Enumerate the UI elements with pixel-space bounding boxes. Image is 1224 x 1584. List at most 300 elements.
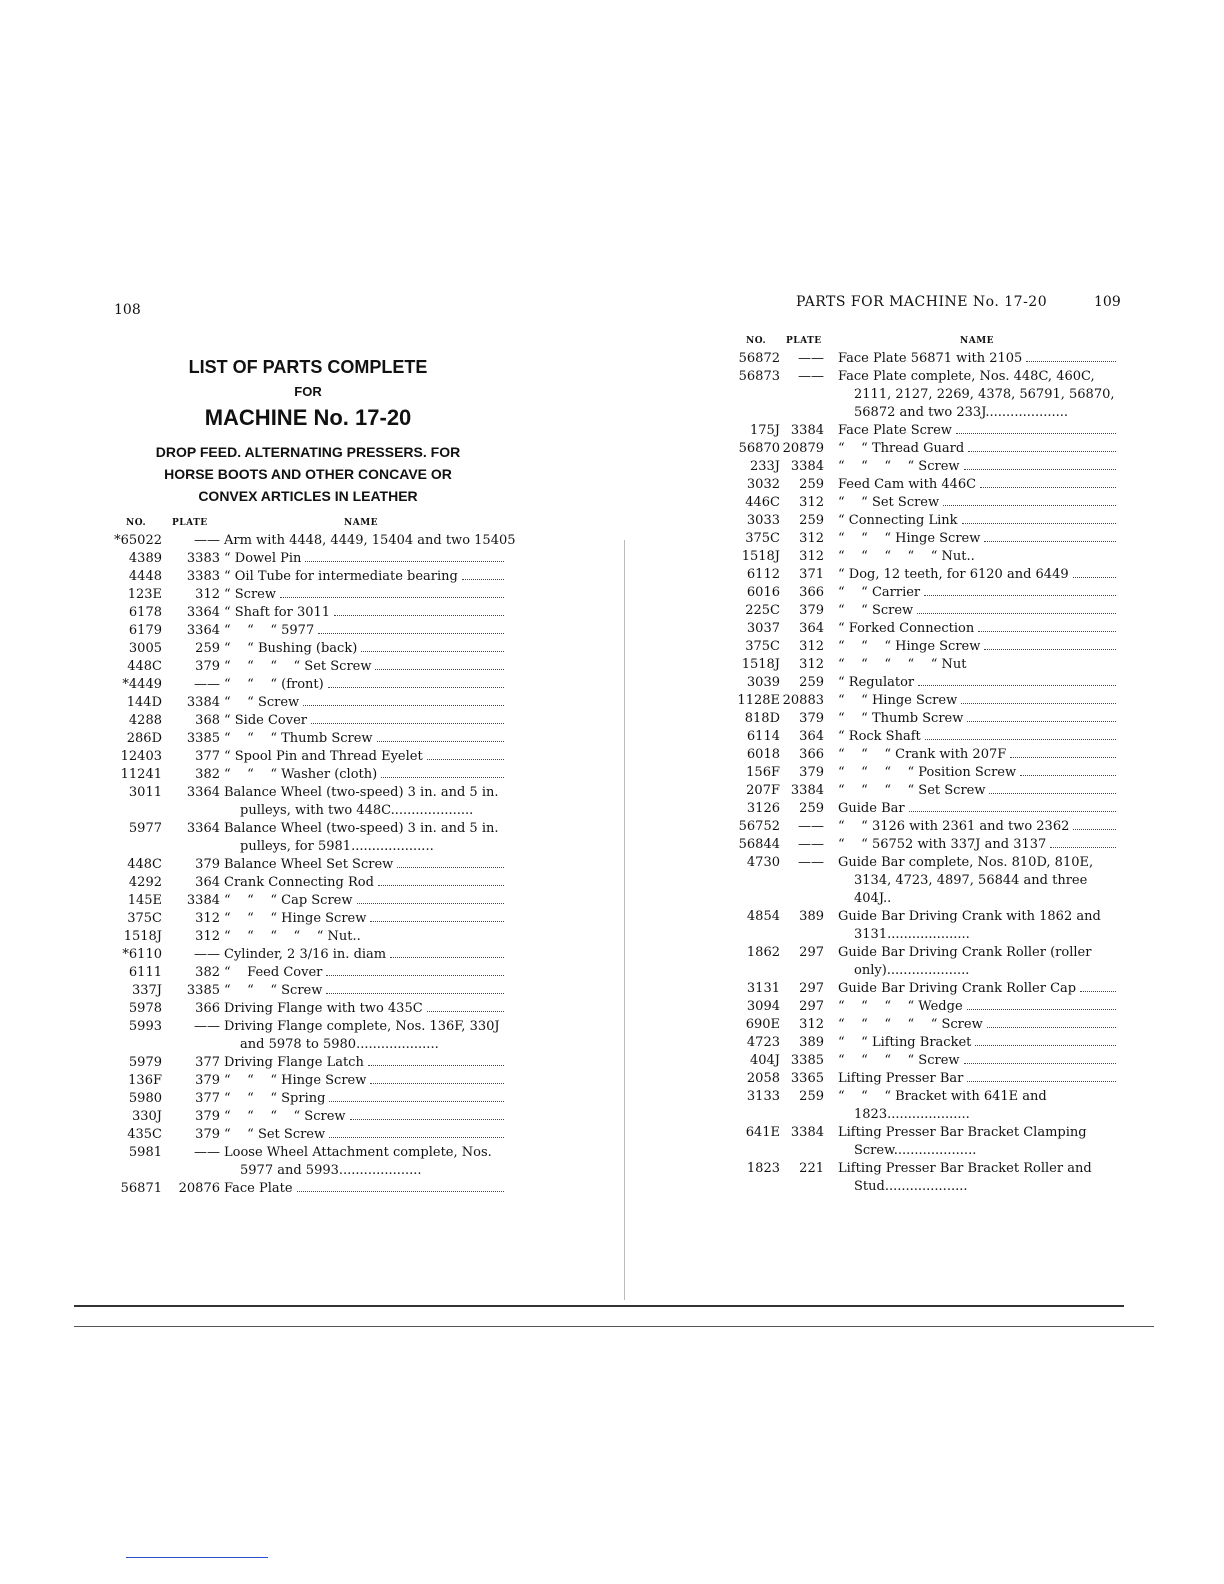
- part-name-continuation: 2111, 2127, 2269, 4378, 56791, 56870, 56872 and two 233J: [854, 387, 1115, 420]
- leader-dots: [964, 469, 1116, 470]
- leader-dots: [311, 723, 504, 724]
- leader-dots: [350, 1119, 504, 1120]
- part-name: [838, 350, 1118, 368]
- part-row: [112, 946, 506, 964]
- right-page-number: 109: [1094, 294, 1121, 310]
- part-number: 6114: [746, 729, 780, 744]
- leader-dots: [968, 451, 1116, 452]
- part-row: [112, 694, 506, 712]
- part-row: [732, 710, 1118, 728]
- leader-dots: [980, 487, 1116, 488]
- leader-dots: [305, 561, 504, 562]
- plate-number: 368: [195, 713, 220, 728]
- leader-dots: [328, 687, 504, 688]
- part-row: [112, 1018, 506, 1054]
- leader-dots: ....................: [356, 1037, 439, 1052]
- leader-dots: [917, 613, 1116, 614]
- part-name-continuation: pulleys, for 5981: [240, 839, 352, 854]
- part-number: 56872: [738, 351, 780, 366]
- plate-number: 379: [799, 765, 824, 780]
- part-number: 3005: [128, 641, 162, 656]
- plate-number: ——: [798, 855, 824, 870]
- part-row: [732, 584, 1118, 602]
- part-name: [838, 908, 1118, 944]
- part-name: [224, 910, 506, 928]
- leader-dots: [334, 615, 504, 616]
- leader-dots: [329, 1101, 504, 1102]
- plate-number: ——: [194, 533, 220, 548]
- plate-number: ——: [194, 1145, 220, 1160]
- plate-number: 366: [799, 585, 824, 600]
- part-number: 123E: [127, 587, 162, 602]
- leader-dots: [462, 579, 504, 580]
- part-name: [224, 820, 506, 856]
- part-row: [112, 550, 506, 568]
- leader-dots: [1020, 775, 1116, 776]
- part-name-text: “ “ Thread Guard: [838, 441, 965, 456]
- part-name: [224, 946, 506, 964]
- plate-number: 3383: [186, 551, 220, 566]
- part-name: [224, 622, 506, 640]
- part-name-text: Cylinder, 2 3/16 in. diam: [224, 947, 387, 962]
- part-name-text: “ “ “ Hinge Screw: [224, 911, 367, 926]
- part-name-text: “ “ “ “ Screw: [838, 1053, 960, 1068]
- plate-number: 3384: [790, 459, 824, 474]
- leader-dots: [918, 685, 1116, 686]
- part-name: [838, 494, 1118, 512]
- part-name-continuation: 1823: [854, 1107, 888, 1122]
- part-name-continuation: pulleys, with two 448C: [240, 803, 391, 818]
- leader-dots: [962, 523, 1116, 524]
- part-name-text: “ “ Bushing (back): [224, 641, 358, 656]
- part-row: [732, 530, 1118, 548]
- plate-number: 3383: [186, 569, 220, 584]
- part-row: [732, 674, 1118, 692]
- part-name-text: Balance Wheel Set Screw: [224, 857, 394, 872]
- part-name: [838, 476, 1118, 494]
- plate-number: ——: [798, 369, 824, 384]
- part-number: 690E: [745, 1017, 780, 1032]
- part-name-continuation: 5977 and 5993: [240, 1163, 339, 1178]
- part-number: 4730: [746, 855, 780, 870]
- part-number: 56752: [738, 819, 780, 834]
- part-row: [732, 440, 1118, 458]
- part-number: 145E: [127, 893, 162, 908]
- part-name-text: “ “ “ “ Screw: [224, 1109, 346, 1124]
- part-row: [732, 1016, 1118, 1034]
- part-name: [838, 638, 1118, 656]
- blue-underline: [126, 1557, 268, 1558]
- plate-number: 389: [799, 1035, 824, 1050]
- part-name: [838, 422, 1118, 440]
- part-name: [224, 532, 516, 550]
- part-name: [838, 1016, 1118, 1034]
- left-parts-list: [112, 518, 516, 1198]
- leader-dots: ....................: [390, 803, 474, 818]
- leader-dots: [956, 433, 1116, 434]
- part-number: 4292: [128, 875, 162, 890]
- part-row: [732, 512, 1118, 530]
- part-name: [224, 1072, 506, 1090]
- part-name-continuation: Screw: [854, 1143, 894, 1158]
- leader-dots: [909, 811, 1116, 812]
- leader-dots: [987, 1027, 1116, 1028]
- part-name: [838, 746, 1118, 764]
- leader-dots: ....................: [887, 927, 970, 942]
- plate-number: 312: [799, 549, 824, 564]
- part-name: [224, 1180, 506, 1198]
- header-plate: PLATE: [786, 336, 822, 346]
- plate-number: 371: [799, 567, 824, 582]
- part-row: [112, 820, 506, 856]
- part-name: [838, 1034, 1118, 1052]
- part-row: [732, 494, 1118, 512]
- part-number: 1862: [746, 945, 780, 960]
- part-row: [112, 1054, 506, 1072]
- part-row: [732, 368, 1118, 422]
- plate-number: 366: [195, 1001, 220, 1016]
- leader-dots: [370, 921, 504, 922]
- part-number: 1518J: [741, 549, 780, 564]
- left-column-headers: [112, 518, 506, 532]
- scan-edge-line: [74, 1305, 1124, 1307]
- plate-number: 3364: [186, 605, 220, 620]
- part-row: [112, 1090, 506, 1108]
- part-row: [112, 766, 506, 784]
- part-name-text: “ Forked Connection: [838, 621, 975, 636]
- part-name: [224, 712, 506, 730]
- plate-number: 377: [195, 1055, 220, 1070]
- part-name-text: Crank Connecting Rod: [224, 875, 374, 890]
- part-row: [732, 1034, 1118, 1052]
- part-name-text: “ “ Set Screw: [224, 1127, 326, 1142]
- part-row: [732, 1052, 1118, 1070]
- plate-number: 312: [799, 639, 824, 654]
- plate-number: ——: [194, 947, 220, 962]
- plate-number: 312: [195, 587, 220, 602]
- leader-dots: [390, 957, 504, 958]
- leader-dots: [975, 1045, 1116, 1046]
- leader-dots: [978, 631, 1116, 632]
- header-name: NAME: [344, 518, 379, 528]
- page-gutter: [624, 540, 625, 1300]
- part-row: [732, 836, 1118, 854]
- part-row: [112, 640, 506, 658]
- part-row: [732, 980, 1118, 998]
- part-row: [112, 910, 506, 928]
- plate-number: 3364: [186, 785, 220, 800]
- part-row: [732, 944, 1118, 980]
- part-name-text: “ “ Screw: [838, 603, 914, 618]
- part-name-text: “ “ “ Washer (cloth): [224, 767, 378, 782]
- part-number: 286D: [126, 731, 162, 746]
- part-name-text: “ Oil Tube for intermediate bearing: [224, 569, 458, 584]
- part-row: [112, 1144, 506, 1180]
- part-name-text: “ “ “ “ “ Nut..: [838, 549, 975, 564]
- part-row: [112, 622, 506, 640]
- part-row: [112, 1126, 506, 1144]
- leader-dots: [303, 705, 504, 706]
- part-name: [224, 964, 506, 982]
- part-number: 56844: [738, 837, 780, 852]
- part-number: 1518J: [741, 657, 780, 672]
- part-row: [732, 692, 1118, 710]
- part-number: 56870: [738, 441, 780, 456]
- part-name: [838, 440, 1118, 458]
- plate-number: 364: [799, 621, 824, 636]
- part-name-text: Lifting Presser Bar Bracket Clamping: [838, 1125, 1087, 1140]
- part-name: [838, 800, 1118, 818]
- part-name-text: Feed Cam with 446C: [838, 477, 977, 492]
- part-name-text: “ Regulator: [838, 675, 915, 690]
- part-name-text: “ “ “ “ Position Screw: [838, 765, 1017, 780]
- part-number: 404J: [749, 1053, 780, 1068]
- plate-number: ——: [194, 677, 220, 692]
- part-name-text: “ “ “ “ “ Nut..: [224, 929, 361, 944]
- part-row: [732, 566, 1118, 584]
- part-row: [112, 928, 506, 946]
- plate-number: 259: [799, 801, 824, 816]
- part-name: [838, 620, 1118, 638]
- part-row: [732, 638, 1118, 656]
- part-name: [224, 784, 506, 820]
- part-name-text: “ “ “ “ Set Screw: [838, 783, 986, 798]
- part-name-text: Driving Flange complete, Nos. 136F, 330J: [224, 1019, 500, 1034]
- plate-number: 379: [195, 1127, 220, 1142]
- part-row: [112, 1072, 506, 1090]
- leader-dots: ....................: [893, 1143, 977, 1158]
- part-name-text: “ “ “ 5977: [224, 623, 315, 638]
- part-number: 2058: [746, 1071, 780, 1086]
- part-name: [224, 568, 506, 586]
- part-name: [838, 548, 1118, 566]
- part-name: [838, 674, 1118, 692]
- plate-number: ——: [798, 837, 824, 852]
- plate-number: 259: [799, 675, 824, 690]
- part-name-text: “ “ 3126 with 2361 and two 2362: [838, 819, 1070, 834]
- plate-number: 3365: [790, 1071, 824, 1086]
- part-row: [112, 748, 506, 766]
- leader-dots: ....................: [884, 1179, 968, 1194]
- plate-number: 3384: [790, 783, 824, 798]
- part-name: [838, 368, 1118, 422]
- leader-dots: [280, 597, 504, 598]
- part-name-text: Guide Bar Driving Crank with 1862 and: [838, 909, 1101, 924]
- plate-number: 3364: [186, 821, 220, 836]
- part-name-text: “ “ “ “ Set Screw: [224, 659, 372, 674]
- part-name: [838, 728, 1118, 746]
- plate-number: 312: [799, 657, 824, 672]
- part-name: [224, 856, 506, 874]
- plate-number: 297: [799, 981, 824, 996]
- plate-number: ——: [194, 1019, 220, 1034]
- part-name-text: “ “ “ Hinge Screw: [224, 1073, 367, 1088]
- leader-dots: [427, 1011, 504, 1012]
- part-number: 1128E: [737, 693, 780, 708]
- part-number: 5977: [128, 821, 162, 836]
- part-row: [112, 604, 506, 622]
- part-name-text: Guide Bar: [838, 801, 905, 816]
- part-name-text: Balance Wheel (two-speed) 3 in. and 5 in.: [224, 821, 499, 836]
- part-row: [112, 1180, 506, 1198]
- part-row: [732, 746, 1118, 764]
- part-number: 6016: [746, 585, 780, 600]
- leader-dots: ....................: [351, 839, 434, 854]
- part-row: [732, 458, 1118, 476]
- leader-dots: [1026, 361, 1116, 362]
- part-name: [838, 584, 1118, 602]
- part-row: [112, 568, 506, 586]
- part-number: 375C: [745, 531, 780, 546]
- part-name-text: Face Plate Screw: [838, 423, 952, 438]
- part-row: [732, 908, 1118, 944]
- part-name: [838, 710, 1118, 728]
- part-row: [732, 854, 1118, 908]
- part-name-text: “ “ 56752 with 337J and 3137: [838, 837, 1047, 852]
- part-row: [732, 998, 1118, 1016]
- plate-number: 20876: [178, 1181, 220, 1196]
- plate-number: 3364: [186, 623, 220, 638]
- leader-dots: [1080, 991, 1116, 992]
- part-number: 175J: [749, 423, 780, 438]
- part-number: 435C: [127, 1127, 162, 1142]
- part-name: [838, 1052, 1118, 1070]
- part-number: 6179: [128, 623, 162, 638]
- part-row: [112, 730, 506, 748]
- leader-dots: [1050, 847, 1116, 848]
- part-name-text: Driving Flange with two 435C: [224, 1001, 423, 1016]
- part-row: [732, 476, 1118, 494]
- part-name-text: “ “ “ “ Wedge: [838, 999, 963, 1014]
- leader-dots: ....................: [985, 405, 1069, 420]
- part-number: 6111: [128, 965, 162, 980]
- plate-number: 364: [799, 729, 824, 744]
- part-name-text: “ Dog, 12 teeth, for 6120 and 6449: [838, 567, 1069, 582]
- plate-number: ——: [798, 351, 824, 366]
- part-name-text: Lifting Presser Bar: [838, 1071, 964, 1086]
- part-row: [112, 676, 506, 694]
- plate-number: 3385: [186, 731, 220, 746]
- plate-number: 379: [195, 1073, 220, 1088]
- leader-dots: [984, 541, 1116, 542]
- plate-number: 379: [799, 603, 824, 618]
- subtitle-line-1: DROP FEED. ALTERNATING PRESSERS. FOR: [155, 444, 461, 460]
- part-name: [838, 692, 1118, 710]
- leader-dots: [967, 1081, 1116, 1082]
- part-name: [224, 694, 506, 712]
- leader-dots: ....................: [887, 1107, 970, 1122]
- part-name-text: “ “ “ Cap Screw: [224, 893, 353, 908]
- part-name: [838, 530, 1118, 548]
- part-name: [838, 818, 1118, 836]
- part-number: 3133: [746, 1089, 780, 1104]
- plate-number: ——: [798, 819, 824, 834]
- plate-number: 379: [195, 1109, 220, 1124]
- part-name: [838, 512, 1118, 530]
- plate-number: 382: [195, 767, 220, 782]
- part-name-text: “ “ Thumb Screw: [838, 711, 964, 726]
- part-name: [224, 748, 506, 766]
- part-name-text: “ Screw: [224, 587, 276, 602]
- part-name-text: “ “ “ (front): [224, 677, 324, 692]
- right-rows: [732, 350, 1118, 1196]
- part-name-continuation: and 5978 to 5980: [240, 1037, 357, 1052]
- plate-number: 312: [799, 495, 824, 510]
- part-row: [112, 532, 516, 550]
- title-for: FOR: [294, 384, 322, 399]
- part-name: [224, 892, 506, 910]
- plate-number: 259: [799, 477, 824, 492]
- part-name-text: “ “ “ Bracket with 641E and: [838, 1089, 1047, 1104]
- part-number: 136F: [128, 1073, 162, 1088]
- part-name: [838, 602, 1118, 620]
- part-name: [838, 836, 1118, 854]
- part-name: [224, 1090, 506, 1108]
- part-number: 330J: [131, 1109, 162, 1124]
- plate-number: 364: [195, 875, 220, 890]
- part-name-text: “ “ “ “ Screw: [838, 459, 960, 474]
- plate-number: 377: [195, 749, 220, 764]
- part-row: [112, 712, 506, 730]
- part-row: [732, 1088, 1118, 1124]
- part-name-text: Face Plate: [224, 1181, 293, 1196]
- part-name-text: “ “ Screw: [224, 695, 300, 710]
- part-name: [224, 1000, 506, 1018]
- leader-dots: [967, 721, 1116, 722]
- part-row: [732, 818, 1118, 836]
- part-row: [732, 1124, 1118, 1160]
- part-name-text: “ “ “ Screw: [224, 983, 323, 998]
- part-row: [112, 586, 506, 604]
- plate-number: 379: [195, 659, 220, 674]
- part-name-text: “ “ Hinge Screw: [838, 693, 958, 708]
- part-number: 5979: [128, 1055, 162, 1070]
- part-number: 56871: [120, 1181, 162, 1196]
- part-number: 3011: [128, 785, 162, 800]
- leader-dots: [925, 739, 1116, 740]
- plate-number: 379: [799, 711, 824, 726]
- part-name-text: “ “ “ Spring: [224, 1091, 326, 1106]
- part-number: 5980: [128, 1091, 162, 1106]
- title-machine: MACHINE No. 17-20: [204, 405, 412, 430]
- part-name: [224, 550, 506, 568]
- leader-dots: [964, 1063, 1116, 1064]
- leader-dots: [377, 741, 504, 742]
- leader-dots: [378, 885, 504, 886]
- part-name-text: “ Side Cover: [224, 713, 308, 728]
- part-row: [732, 782, 1118, 800]
- part-name: [224, 982, 506, 1000]
- leader-dots: [375, 669, 504, 670]
- plate-number: 259: [799, 1089, 824, 1104]
- part-name-text: Face Plate complete, Nos. 448C, 460C,: [838, 369, 1095, 384]
- part-name: [838, 1070, 1118, 1088]
- leader-dots: [368, 1065, 504, 1066]
- part-number: 1518J: [123, 929, 162, 944]
- part-number: 56873: [738, 369, 780, 384]
- part-number: 225C: [745, 603, 780, 618]
- leader-dots: [326, 993, 504, 994]
- header-plate: PLATE: [172, 518, 208, 528]
- leader-dots: [361, 651, 504, 652]
- header-no: NO.: [746, 336, 767, 346]
- part-name: [224, 658, 506, 676]
- part-name: [838, 854, 1118, 908]
- plate-number: 312: [799, 1017, 824, 1032]
- part-name-text: Balance Wheel (two-speed) 3 in. and 5 in.: [224, 785, 499, 800]
- part-name-text: “ Connecting Link: [838, 513, 958, 528]
- part-number: 4723: [746, 1035, 780, 1050]
